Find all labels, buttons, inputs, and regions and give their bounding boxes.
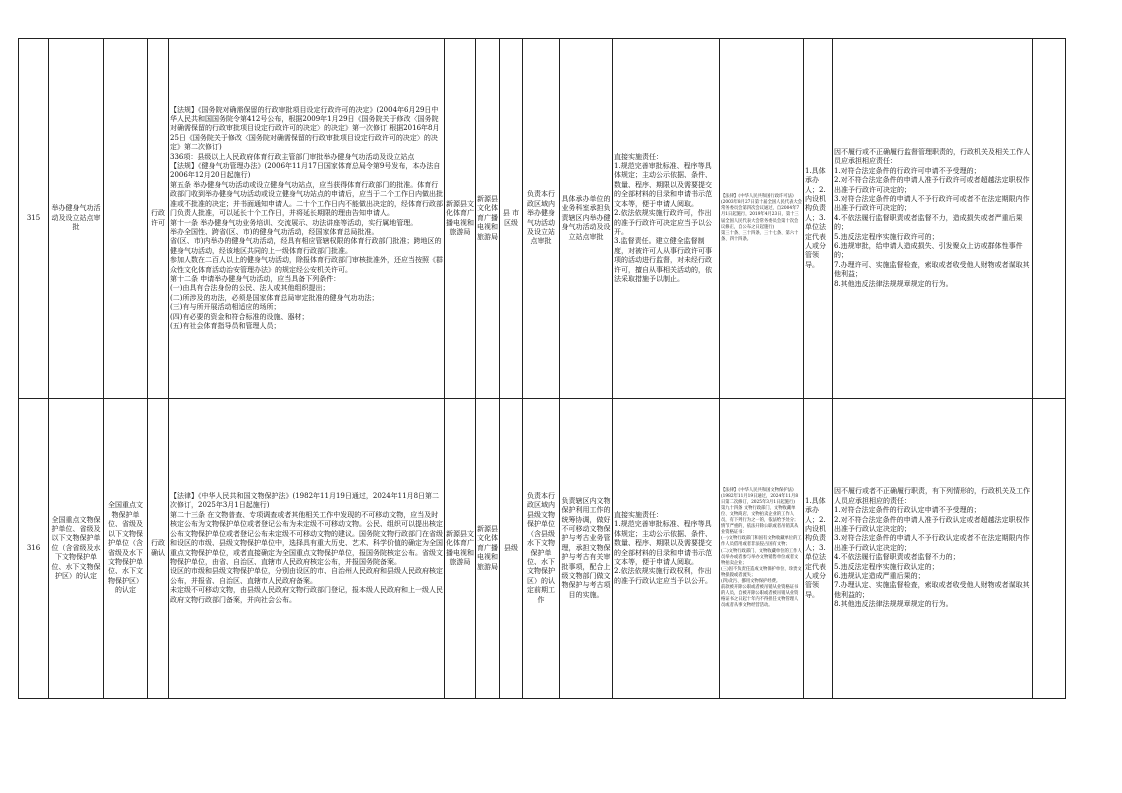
responsibility-items: 直接实施责任： 1.规范完善审批标准、程序等具体规定；主动公示依据、条件、数量、程序、期限以及需要提交的全部材料的目录和申请书示范文本等，便于申请人阅取。 2.依法依规实施行政权利，作出的准予行政认定应当予以公开。 bbox=[613, 399, 720, 699]
undertaking-scope: 具体承办单位的业务科室承担负责辖区内举办健身气功活动及设立站点审批 bbox=[560, 39, 613, 399]
responsible-department: 新源县文化体育广播电视和旅游局 bbox=[476, 39, 500, 399]
duty-description: 负责本行政区域内县级文物保护单位（含县级水下文物保护单位、水下文物保护区）的认定前期工作 bbox=[523, 399, 560, 699]
accountability-basis: 【法律】《中华人民共和国文物保护法》(1982年11月19日通过，2024年11月8日第二次修订，2025年3月1日起施行) 第九十四条 文物行政部门、文物收藏单位、文物商店、文物拍卖企业的工作人员，有下列行为之一的，依法给予处分；情节严重的，依法开除公职或者吊销其从业资格证书： (一)文物行政部门和国有文物收藏单位的工作人员借用或者非法侵占国有文物； (二)文物行政部门、文物收藏单位的工作人员举办或者参与举办文物销售单位或者文物拍卖企业； (三)因不负责任造成文物保护单位、珍贵文物损毁或者流失； (四)贪污、挪用文物保护经费。 前款被开除公职或者被吊销从业资格证书的人员，自被开除公职或者被吊销从业资格证书之日起十年内不得担任文物管理人员或者从事文物经营活动。 bbox=[720, 399, 804, 699]
responsible-subject: 1.具体承办人；2.内设机构负责人；3.单位法定代表人或分管领导。 bbox=[804, 399, 833, 699]
undertaking-scope: 负责辖区内文物保护利用工作的统筹协调，做好不可移动文物保护与考古业务管理，承担文物保护与考古有关审批事项，配合上级文物部门做文物保护与考古项目的实施。 bbox=[560, 399, 613, 699]
implementation-level: 县 市区级 bbox=[500, 39, 523, 399]
liability-cases: 因不履行或者不正确履行职责，有下列情形的，行政机关及工作人员应承担相应的责任： 1.对符合法定条件的行政认定申请不予受理的； 2.对不符合法定条件的申请人准予行政认定或者超越法定职权作出准予行政认定决定的； 3.对符合法定条件的申请人不予行政认定或者不在法定期限内作出准予行政认定决定的； 4.不依法履行监督职责或者监督不力的； 5.违反法定程序实施行政认定的； 6.违规认定造成严重后果的； 7.办理认定、实施监督检查，索取或者收受他人财物或者谋取其他利益的； 8.其他违反法律法规规章规定的行为。 bbox=[833, 399, 1033, 699]
implementing-body: 新源县文化体育广播电视和旅游局 bbox=[445, 39, 476, 399]
table-row bbox=[19, 39, 1066, 399]
sub-item-name bbox=[104, 39, 148, 399]
responsible-subject: 1.具体承办人；2.内设机构负责人；3.单位法定代表人或分管领导。 bbox=[804, 39, 833, 399]
accountability-basis: 【法律】《中华人民共和国行政许可法》(2003年8月27日第十届全国人民代表大会常务委员会第四次会议通过，自2004年7月1日起施行，2019年4月23日，第十三届全国人民代表大会常务委员会第十次会议修正，自公布之日起施行) 第三十条、三十四条、三十七条、第六十条、四十四条。 bbox=[720, 39, 804, 399]
implementing-body: 新源县文化体育广播电视和旅游局 bbox=[445, 399, 476, 699]
row-number: 316 bbox=[19, 399, 49, 699]
table-row bbox=[19, 399, 1066, 699]
item-type: 行政许可 bbox=[148, 39, 169, 399]
remarks bbox=[1033, 399, 1066, 699]
responsibility-items: 直接实施责任： 1.规范完善审批标准、程序等具体规定；主动公示依据、条件、数量、程序、期限以及需要提交的全部材料的目录和申请书示范文本等，便于申请人阅取。 2.依法依规实施行政许可，作出的准予行政许可决定应当予以公开。 3.监督责任。建立健全监督制度，对被许可人从事行政许可事项的活动进行监督，对未经行政许可，擅自从事相关活动的，依法采取措施予以制止。 bbox=[613, 39, 720, 399]
liability-cases: 因不履行或不正确履行监督管理职责的，行政机关及相关工作人员应承担相应责任： 1.对符合法定条件的行政许可申请不予受理的； 2.对不符合法定条件的申请人准予行政许可或者超越法定职权作出准予行政许可决定的； 3.对符合法定条件的申请人不予行政许可或者不在法定期限内作出准予行政许可决定的； 4.不依法履行监督职责或者监督不力，造成损失或者严重后果的； 5.违反法定程序实施行政许可的； 6.违规审批，给申请人造成损失、引发聚众上访或群体性事件的； 7.办理许可、实施监督检查，索取或者收受他人财物或者谋取其他利益； 8.其他违反法律法规规章规定的行为。 bbox=[833, 39, 1033, 399]
sub-item-name: 全国重点文物保护单位、省级及以下文物保护单位（含省级及水下文物保护单位、水下文物保护区）的认定 bbox=[104, 399, 148, 699]
item-name: 全国重点文物保护单位、省级及以下文物保护单位（含省级及水下文物保护单位、水下文物保护区）的认定 bbox=[49, 399, 104, 699]
duty-description: 负责本行政区域内举办健身气功活动及设立站点审批 bbox=[523, 39, 560, 399]
remarks bbox=[1033, 39, 1066, 399]
row-number: 315 bbox=[19, 39, 49, 399]
item-name: 举办健身气功活动及设立站点审批 bbox=[49, 39, 104, 399]
implementation-level: 县级 bbox=[500, 399, 523, 699]
item-type: 行政确认 bbox=[148, 399, 169, 699]
responsible-department: 新源县文化体育广播电视和旅游局 bbox=[476, 399, 500, 699]
responsibility-table bbox=[18, 38, 1066, 699]
legal-basis: 【法规】《国务院对确需保留的行政审批项目设定行政许可的决定》(2004年6月29日中华人民共和国国务院令第412号公布，根据2009年1月29日《国务院关于修改〈国务院对确需保留的行政审批项目设定行政许可的决定〉的决定》第一次修订 根据2016年8月25日《国务院关于修改〈国务院对确需保留的行政审批项目设定行政许可的决定〉的决定》第二次修订) 336项：县级以上人民政府体育行政主管部门审批举办健身气功活动及设立站点 【法规】《健身气功管理办法》(2006年11月17日国家体育总局令第9号发布，本办法自2006年12月20日起施行) 第五条 举办健身气功活动或设立健身气功站点，应当获得体育行政部门的批准。体育行政部门收到举办健身气功活动或设立健身气功站点的申请后，应当于二个工作日内做出批准或不批准的决定；并书面通知申请人。二十个工作日内不能做出决定的，经体育行政部门负责人批准，可以延长十个工作日，并将延长期限的理由告知申请人。 第十一条 举办健身气功业务培训、交流展示、功法讲座等活动，实行属地管理。 举办全国性、跨省(区、市)的健身气功活动，经国家体育总局批准。 省(区、市)内举办的健身气功活动，经具有相应管辖权限的体育行政部门批准；跨地区的健身气功活动，经该地区共同的上一级体育行政部门批准。 参加人数在二百人以上的健身气功活动，除报体育行政部门审核批准外，还应当按照《群众性文化体育活动治安管理办法》的规定经公安机关许可。 第十二条 申请举办健身气功活动，应当具备下列条件： (一)由具有合法身份的公民、法人或其他组织提出； (二)所涉及的功法，必须是国家体育总局审定批准的健身气功功法； (三)有与所开展活动相适应的场所； (四)有必要的资金和符合标准的设施、器材； (五)有社会体育指导员和管理人员； bbox=[169, 39, 445, 399]
legal-basis: 【法律】《中华人民共和国文物保护法》(1982年11月19日通过，2024年11月8日第二次修订，2025年3月1日起施行) 第二十三条 在文物普查、专项调查或者其他相关工作中发现的不可移动文物，应当及时核定公布为文物保护单位或者登记公布为未定级不可移动文物。公民、组织可以提出核定公布文物保护单位或者登记公布未定级不可移动文物的建议。国务院文物行政部门在省级和设区的市级、县级文物保护单位中，选择具有重大历史、艺术、科学价值的确定为全国重点文物保护单位，或者直接确定为全国重点文物保护单位，报国务院核定公布。省级文物保护单位，由省、自治区、直辖市人民政府核定公布，并报国务院备案。 设区的市级和县级文物保护单位，分别由设区的市、自治州人民政府和县级人民政府核定公布，并报省、自治区、直辖市人民政府备案。 未定级不可移动文物，由县级人民政府文物行政部门登记，报本级人民政府和上一级人民政府文物行政部门备案，并向社会公布。 bbox=[169, 399, 445, 699]
